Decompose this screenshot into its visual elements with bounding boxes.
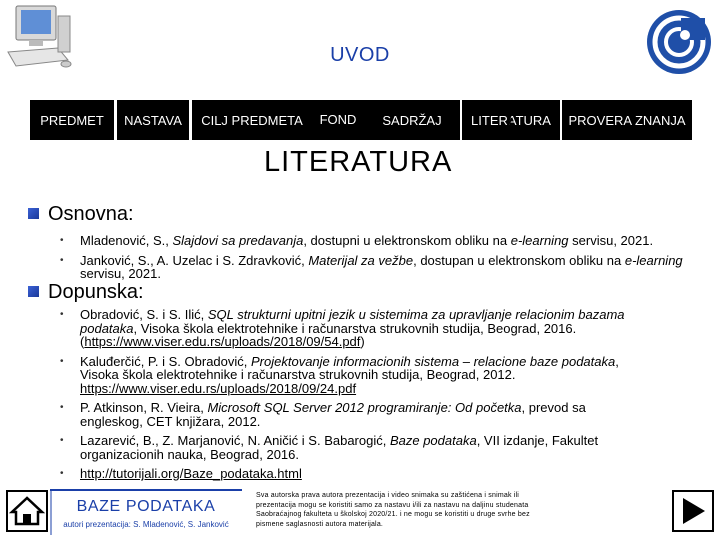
reference-link[interactable]: https://www.viser.edu.rs/uploads/2018/09/54.pdf <box>84 334 361 349</box>
next-arrow-icon[interactable] <box>672 490 714 532</box>
course-title: BAZE PODATAKA <box>76 498 216 515</box>
osnovna-list <box>56 234 706 287</box>
list-item: • P. Atkinson, R. Vieira, Microsoft SQL Server 2012 programiranje: Od početka, prevod sa engleskog, CET knjižara, 2012. <box>56 401 652 428</box>
list-item: • Janković, S., A. Uzelac i S. Zdravković, Materijal za vežbe, dostupan u elektronskom obliku na e-learning servisu, 2021. <box>56 254 706 281</box>
slide-title: UVOD <box>330 44 390 66</box>
list-item: • Lazarević, B., Z. Marjanović, N. Aničić i S. Babarogić, Baze podataka, VII izdanje, Fakultet organizacionih nauka, Beograd, 2016. <box>56 434 652 461</box>
section-title: LITERATURA <box>264 146 453 178</box>
list-item: • Kaluđerčić, P. i S. Obradović, Projektovanje informacionih sistema – relacione baze podataka, Visoka škola elektrotehnike i računarstva strukovnih studija, Beograd, 2012. https://www.viser.edu.rs/uploads/2018/09/24.pdf <box>56 355 652 396</box>
authors-text: autori prezentacija: S. Mladenović, S. Janković <box>63 520 229 529</box>
reference-link[interactable]: http://tutorijali.org/Baze_podataka.html <box>80 466 302 481</box>
nav-nastava-button[interactable]: NASTAVA <box>117 100 189 140</box>
nav-fond-button[interactable]: FOND <box>312 100 364 140</box>
nav-literatura-button[interactable]: LITERATURA <box>462 100 560 140</box>
reference-link[interactable]: https://www.viser.edu.rs/uploads/2018/09/24.pdf <box>80 380 357 396</box>
nav-provera-znanja-button[interactable]: PROVERA ZNANJA <box>562 100 692 140</box>
list-item: • Obradović, S. i S. Ilić, SQL strukturni upitni jezik u sistemima za upravljanje relacionim bazama podataka, Visoka škola elektrotehnike i računarstva strukovnih studija, Beograd, 2016. (https://www.viser.edu.rs/uploads/2018/09/54.pdf) <box>56 308 652 349</box>
copyright-note: Sva autorska prava autora prezentacija i video snimaka su zaštićena i snimak ili prezentacija mogu se koristiti samo za nastavu i/ili za nastavu na daljinu studenata Saobraćajnog fakulteta u školskoj 2020/21. i ne mogu se koristiti u druge svrhe bez pismene saglasnosti autora materijala. <box>256 492 530 528</box>
nav-cilj-predmeta-button[interactable]: CILJ PREDMETA <box>192 100 312 140</box>
dopunska-list <box>56 308 652 487</box>
nav-sadrzaj-button[interactable]: SADRŽAJ <box>364 100 460 140</box>
square-bullet-icon <box>28 208 39 219</box>
list-item: • Mladenović, S., Slajdovi sa predavanja, dostupni u elektronskom obliku na e-learning servisu, 2021. <box>56 234 706 248</box>
nav-predmet-button[interactable]: PREDMET <box>30 100 114 140</box>
square-bullet-icon <box>28 286 39 297</box>
list-item <box>56 467 652 481</box>
osnovna-heading: Osnovna: <box>28 203 134 226</box>
home-icon[interactable] <box>6 490 48 532</box>
checkmark-icon <box>496 116 514 136</box>
dopunska-heading: Dopunska: <box>28 281 144 304</box>
